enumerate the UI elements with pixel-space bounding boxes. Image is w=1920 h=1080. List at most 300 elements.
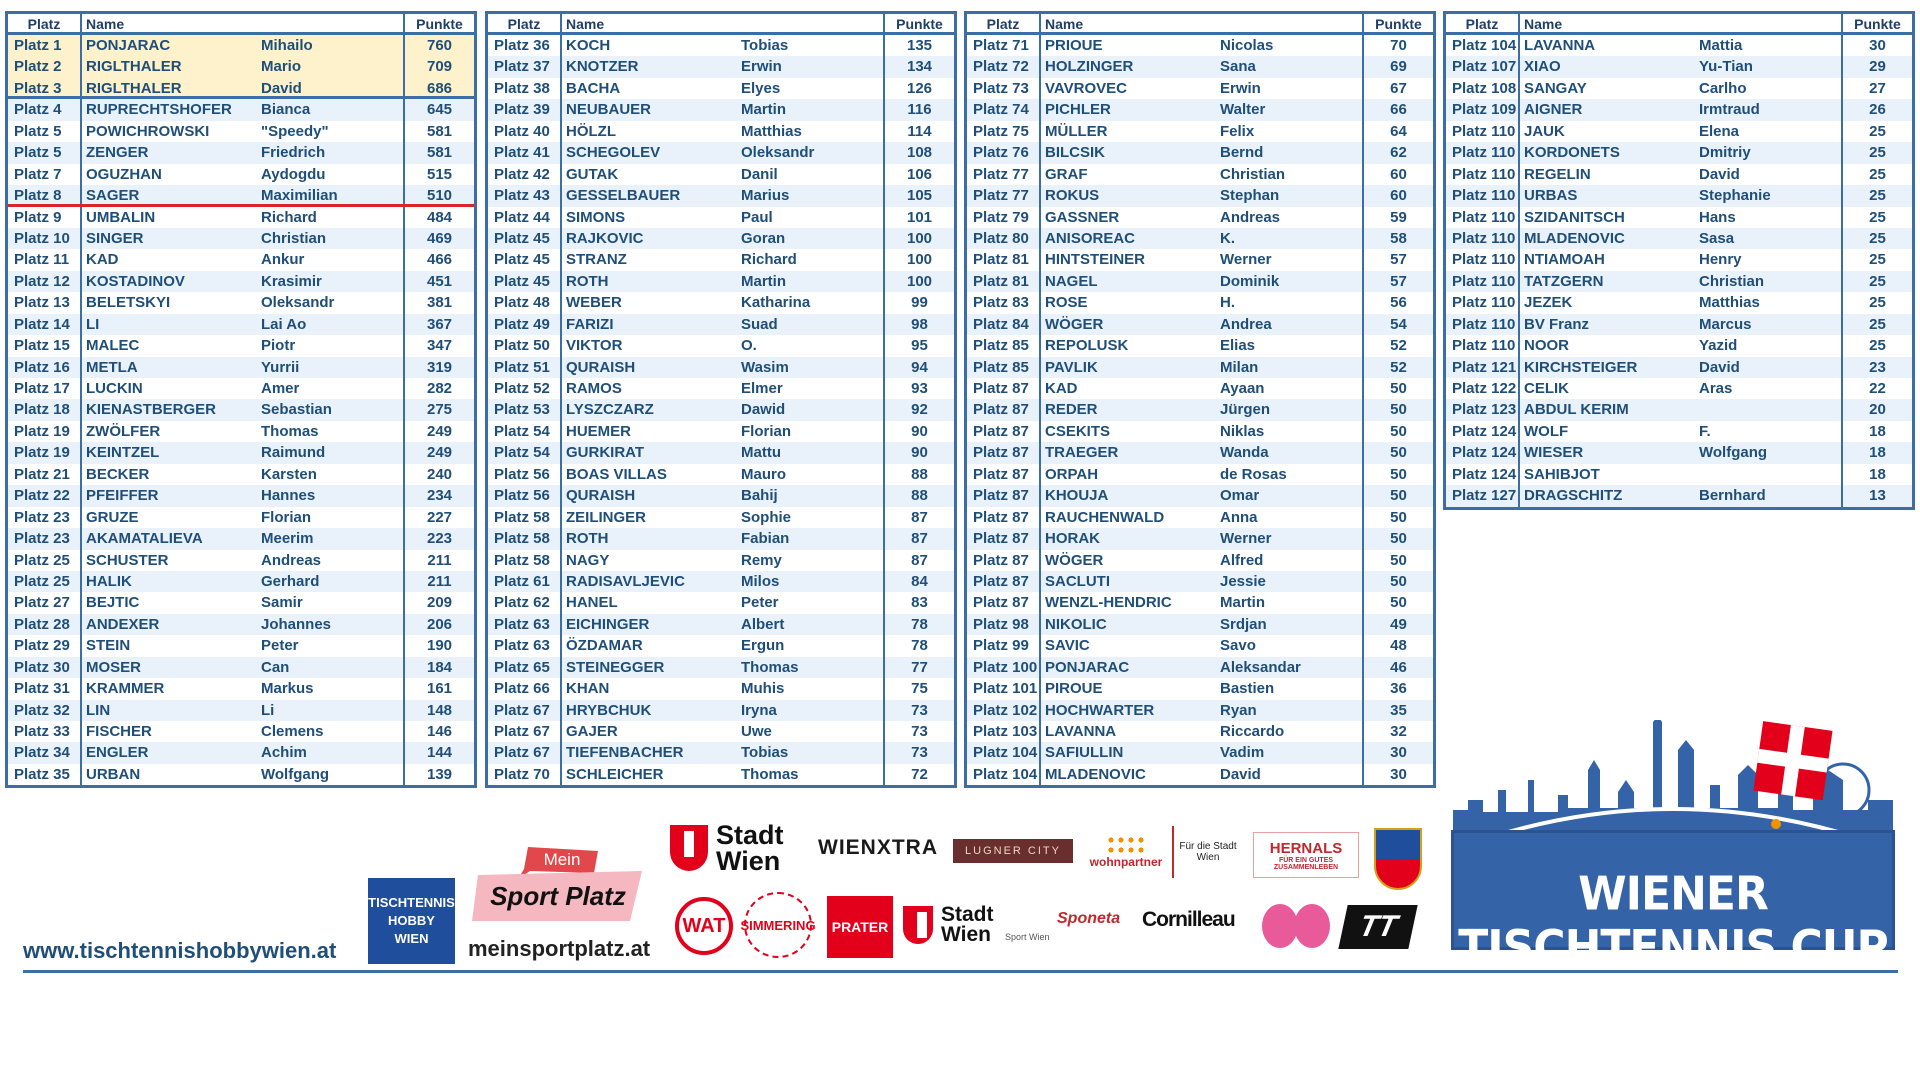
rank-cell: Platz 51 xyxy=(488,357,562,378)
lastname-cell: KHOUJA xyxy=(1045,487,1109,505)
rank-cell: Platz 36 xyxy=(488,35,562,56)
points-cell: 209 xyxy=(426,594,453,612)
points-cell: 83 xyxy=(911,594,928,612)
rank-cell: Platz 104 xyxy=(967,742,1041,763)
points-cell: 510 xyxy=(426,187,453,205)
firstname-cell: Elmer xyxy=(737,378,885,399)
lastname-cell: GRUZE xyxy=(86,508,139,526)
stadt-wien-text: Stadt xyxy=(716,820,784,850)
lastname-cell: GESSELBAUER xyxy=(566,187,681,205)
points-cell: 77 xyxy=(911,658,928,676)
table-row xyxy=(967,464,1433,485)
rank-cell: Platz 4 xyxy=(8,99,82,120)
rank-cell: Platz 123 xyxy=(1446,399,1520,420)
table-row xyxy=(8,56,474,77)
table-row xyxy=(8,35,474,56)
table-row xyxy=(488,142,954,163)
points-cell: 275 xyxy=(426,401,453,419)
lastname-cell: SCHUSTER xyxy=(86,551,169,569)
table-row xyxy=(488,249,954,270)
rank-cell: Platz 124 xyxy=(1446,464,1520,485)
table-row xyxy=(488,764,954,785)
firstname-cell: Werner xyxy=(1216,528,1364,549)
rank-cell: Platz 58 xyxy=(488,528,562,549)
header-platz: Platz xyxy=(1446,14,1520,32)
lastname-cell: KOCH xyxy=(566,37,611,54)
lastname-cell: ZEILINGER xyxy=(566,508,647,526)
table-row xyxy=(967,78,1433,99)
table-row xyxy=(1446,142,1912,163)
lastname-cell: FISCHER xyxy=(86,723,152,740)
table-row xyxy=(1446,442,1912,463)
points-cell: 50 xyxy=(1390,444,1407,462)
table-row xyxy=(967,335,1433,356)
lastname-cell: NAGEL xyxy=(1045,272,1098,290)
rank-cell: Platz 79 xyxy=(967,207,1041,228)
rank-cell: Platz 45 xyxy=(488,228,562,249)
table-row xyxy=(1446,292,1912,313)
rank-cell: Platz 104 xyxy=(967,764,1041,785)
header-name: Name xyxy=(1041,14,1364,32)
lastname-cell: KIENASTBERGER xyxy=(86,401,217,419)
points-cell: 88 xyxy=(911,487,928,505)
lastname-cell: QURAISH xyxy=(566,358,636,376)
rank-cell: Platz 63 xyxy=(488,614,562,635)
firstname-cell: Martin xyxy=(737,271,885,292)
lastname-cell: UMBALIN xyxy=(86,208,156,226)
table-row xyxy=(488,314,954,335)
firstname-cell: Dawid xyxy=(737,399,885,420)
points-cell: 227 xyxy=(426,508,453,526)
rank-cell: Platz 81 xyxy=(967,271,1041,292)
table-row xyxy=(488,56,954,77)
points-cell: 100 xyxy=(906,251,933,269)
rank-cell: Platz 103 xyxy=(967,721,1041,742)
rank-cell: Platz 109 xyxy=(1446,99,1520,120)
firstname-cell: Sana xyxy=(1216,56,1364,77)
rank-cell: Platz 25 xyxy=(8,550,82,571)
firstname-cell: David xyxy=(257,78,405,96)
lastname-cell: HALIK xyxy=(86,572,132,590)
tt-logo: TT xyxy=(1338,905,1417,949)
lastname-cell: NEUBAUER xyxy=(566,101,652,119)
rank-cell: Platz 70 xyxy=(488,764,562,785)
lastname-cell: EICHINGER xyxy=(566,615,650,633)
rank-cell: Platz 87 xyxy=(967,507,1041,528)
firstname-cell: Li xyxy=(257,700,405,721)
lastname-cell: BOAS VILLAS xyxy=(566,465,667,483)
table-row xyxy=(488,292,954,313)
rank-cell: Platz 25 xyxy=(8,571,82,592)
table-row xyxy=(967,742,1433,763)
table-row xyxy=(8,507,474,528)
rank-cell: Platz 34 xyxy=(8,742,82,763)
points-cell: 58 xyxy=(1390,229,1407,247)
lastname-cell: WOLF xyxy=(1524,422,1569,440)
points-cell: 50 xyxy=(1390,487,1407,505)
points-cell: 101 xyxy=(906,208,933,226)
firstname-cell: David xyxy=(1216,764,1364,785)
table-row xyxy=(8,657,474,678)
lastname-cell: BELETSKYI xyxy=(86,294,171,312)
table-row xyxy=(8,764,474,785)
points-cell: 23 xyxy=(1869,358,1886,376)
points-cell: 50 xyxy=(1390,508,1407,526)
points-cell: 686 xyxy=(426,79,453,97)
rank-cell: Platz 37 xyxy=(488,56,562,77)
rank-cell: Platz 49 xyxy=(488,314,562,335)
rank-cell: Platz 81 xyxy=(967,249,1041,270)
firstname-cell: Marius xyxy=(737,185,885,206)
lastname-cell: ROTH xyxy=(566,272,609,290)
points-cell: 92 xyxy=(911,401,928,419)
lastname-cell: SIMONS xyxy=(566,208,626,226)
district-crest-icon xyxy=(1374,828,1422,890)
lastname-cell: GAJER xyxy=(566,723,618,740)
table-row xyxy=(1446,78,1912,99)
firstname-cell: Fabian xyxy=(737,528,885,549)
table-row xyxy=(967,592,1433,613)
points-cell: 206 xyxy=(426,615,453,633)
rank-cell: Platz 48 xyxy=(488,292,562,313)
points-cell: 25 xyxy=(1869,315,1886,333)
points-cell: 30 xyxy=(1390,765,1407,783)
lastname-cell: KOSTADINOV xyxy=(86,272,185,290)
rank-cell: Platz 14 xyxy=(8,314,82,335)
firstname-cell: Goran xyxy=(737,228,885,249)
firstname-cell: Carlho xyxy=(1695,78,1843,99)
lastname-cell: RAJKOVIC xyxy=(566,229,644,247)
firstname-cell: Elyes xyxy=(737,78,885,99)
wienxtra-logo: WIENXTRA xyxy=(818,836,938,859)
rank-cell: Platz 56 xyxy=(488,464,562,485)
sponeta-logo: Sponeta xyxy=(1057,910,1121,927)
firstname-cell: Raimund xyxy=(257,442,405,463)
rank-cell: Platz 62 xyxy=(488,592,562,613)
firstname-cell: Peter xyxy=(737,592,885,613)
table-row xyxy=(1446,399,1912,420)
rank-cell: Platz 5 xyxy=(8,142,82,163)
table-row xyxy=(967,657,1433,678)
logo-text-line: WIEN xyxy=(394,931,429,946)
table-row xyxy=(967,249,1433,270)
table-row xyxy=(8,528,474,549)
lastname-cell: PIROUE xyxy=(1045,680,1103,698)
table-row xyxy=(967,678,1433,699)
lastname-cell: SAHIBJOT xyxy=(1524,465,1600,483)
lastname-cell: KORDONETS xyxy=(1524,144,1620,162)
lastname-cell: CSEKITS xyxy=(1045,422,1111,440)
table-row xyxy=(967,228,1433,249)
lastname-cell: SCHLEICHER xyxy=(566,765,664,783)
points-cell: 249 xyxy=(426,422,453,440)
table-row xyxy=(488,571,954,592)
firstname-cell: Remy xyxy=(737,550,885,571)
rank-cell: Platz 80 xyxy=(967,228,1041,249)
rank-cell: Platz 31 xyxy=(8,678,82,699)
table-row xyxy=(1446,164,1912,185)
points-cell: 87 xyxy=(911,508,928,526)
points-cell: 98 xyxy=(911,315,928,333)
rank-cell: Platz 63 xyxy=(488,635,562,656)
points-cell: 25 xyxy=(1869,272,1886,290)
points-cell: 381 xyxy=(426,294,453,312)
lastname-cell: PFEIFFER xyxy=(86,487,159,505)
table-row xyxy=(1446,357,1912,378)
firstname-cell: Clemens xyxy=(257,721,405,742)
firstname-cell: Meerim xyxy=(257,528,405,549)
points-cell: 25 xyxy=(1869,122,1886,140)
table-row xyxy=(1446,249,1912,270)
firstname-cell: Christian xyxy=(1695,271,1843,292)
points-cell: 18 xyxy=(1869,444,1886,462)
points-cell: 451 xyxy=(426,272,453,290)
rank-cell: Platz 85 xyxy=(967,335,1041,356)
firstname-cell: Tobias xyxy=(737,35,885,56)
firstname-cell: Srdjan xyxy=(1216,614,1364,635)
firstname-cell: Ergun xyxy=(737,635,885,656)
table-row xyxy=(8,292,474,313)
firstname-cell: Stephan xyxy=(1216,185,1364,206)
lastname-cell: QURAISH xyxy=(566,487,636,505)
lastname-cell: PRIOUE xyxy=(1045,37,1103,54)
table-row xyxy=(8,399,474,420)
points-cell: 50 xyxy=(1390,594,1407,612)
lastname-cell: AIGNER xyxy=(1524,101,1583,119)
table-row xyxy=(488,657,954,678)
lastname-cell: REDER xyxy=(1045,401,1098,419)
table-row xyxy=(8,164,474,185)
lastname-cell: STEINEGGER xyxy=(566,658,665,676)
lastname-cell: GUTAK xyxy=(566,165,619,183)
points-cell: 78 xyxy=(911,615,928,633)
fuer-die-stadt-wien-logo: Für die Stadt Wien xyxy=(1172,826,1242,878)
table-row xyxy=(488,207,954,228)
firstname-cell: Can xyxy=(257,657,405,678)
rank-cell: Platz 84 xyxy=(967,314,1041,335)
hernals-subtext: FÜR EIN GUTES ZUSAMMENLEBEN xyxy=(1273,856,1339,871)
simmering-logo: SIMMERING xyxy=(744,892,812,958)
firstname-cell: de Rosas xyxy=(1216,464,1364,485)
rank-cell: Platz 127 xyxy=(1446,485,1520,506)
firstname-cell: Mattu xyxy=(737,442,885,463)
points-cell: 25 xyxy=(1869,229,1886,247)
rank-cell: Platz 75 xyxy=(967,121,1041,142)
firstname-cell: Suad xyxy=(737,314,885,335)
firstname-cell: Bianca xyxy=(257,99,405,120)
rank-cell: Platz 67 xyxy=(488,742,562,763)
points-cell: 760 xyxy=(426,37,453,54)
website-url[interactable]: www.tischtennishobbywien.at xyxy=(23,938,337,963)
rank-cell: Platz 32 xyxy=(8,700,82,721)
lastname-cell: HRYBCHUK xyxy=(566,701,652,719)
table-row xyxy=(488,592,954,613)
lastname-cell: LYSZCZARZ xyxy=(566,401,654,419)
firstname-cell: Gerhard xyxy=(257,571,405,592)
rank-cell: Platz 2 xyxy=(8,56,82,77)
table-row xyxy=(488,507,954,528)
rank-cell: Platz 110 xyxy=(1446,185,1520,206)
points-cell: 32 xyxy=(1390,723,1407,740)
rank-cell: Platz 12 xyxy=(8,271,82,292)
rank-cell: Platz 83 xyxy=(967,292,1041,313)
firstname-cell: Bernd xyxy=(1216,142,1364,163)
rank-cell: Platz 110 xyxy=(1446,121,1520,142)
points-cell: 64 xyxy=(1390,122,1407,140)
lastname-cell: ABDUL KERIM xyxy=(1524,401,1629,419)
firstname-cell: Mario xyxy=(257,56,405,77)
rank-cell: Platz 74 xyxy=(967,99,1041,120)
firstname-cell: Ryan xyxy=(1216,700,1364,721)
points-cell: 73 xyxy=(911,744,928,762)
firstname-cell: Aleksandar xyxy=(1216,657,1364,678)
table-row xyxy=(967,357,1433,378)
rank-cell: Platz 45 xyxy=(488,271,562,292)
points-cell: 22 xyxy=(1869,380,1886,397)
firstname-cell: Karsten xyxy=(257,464,405,485)
lastname-cell: GASSNER xyxy=(1045,208,1120,226)
firstname-cell: K. xyxy=(1216,228,1364,249)
table-row xyxy=(8,442,474,463)
table-row xyxy=(967,507,1433,528)
firstname-cell: Christian xyxy=(257,228,405,249)
stadt-wien-text: Stadt xyxy=(941,903,994,926)
firstname-cell: Andreas xyxy=(257,550,405,571)
butterfly-icon xyxy=(1260,902,1332,950)
rank-cell: Platz 121 xyxy=(1446,357,1520,378)
lastname-cell: LAVANNA xyxy=(1045,723,1117,740)
points-cell: 108 xyxy=(906,144,933,162)
lastname-cell: BACHA xyxy=(566,79,621,97)
lastname-cell: NOOR xyxy=(1524,337,1569,355)
points-cell: 249 xyxy=(426,444,453,462)
lastname-cell: ENGLER xyxy=(86,744,149,762)
table-row xyxy=(488,485,954,506)
table-row xyxy=(8,592,474,613)
points-cell: 54 xyxy=(1390,315,1407,333)
rank-cell: Platz 13 xyxy=(8,292,82,313)
rank-cell: Platz 73 xyxy=(967,78,1041,99)
table-row xyxy=(8,142,474,163)
table-row xyxy=(8,614,474,635)
table-row xyxy=(1446,271,1912,292)
points-cell: 52 xyxy=(1390,358,1407,376)
rank-cell: Platz 85 xyxy=(967,357,1041,378)
lastname-cell: FARIZI xyxy=(566,315,614,333)
header-platz: Platz xyxy=(967,14,1041,32)
points-cell: 48 xyxy=(1390,637,1407,655)
lastname-cell: WÖGER xyxy=(1045,551,1104,569)
points-cell: 645 xyxy=(426,101,453,119)
wat-logo: WAT xyxy=(675,897,733,955)
table-row xyxy=(967,614,1433,635)
meinsportplatz-url[interactable]: meinsportplatz.at xyxy=(468,936,651,961)
firstname-cell: Thomas xyxy=(737,657,885,678)
table-row xyxy=(8,421,474,442)
table-row xyxy=(8,464,474,485)
lastname-cell: LAVANNA xyxy=(1524,37,1596,54)
points-cell: 148 xyxy=(426,701,453,719)
points-cell: 466 xyxy=(426,251,453,269)
table-row xyxy=(1446,185,1912,206)
hernals-text: HERNALS xyxy=(1269,839,1343,857)
points-cell: 18 xyxy=(1869,465,1886,483)
lastname-cell: KRAMMER xyxy=(86,680,165,698)
rank-cell: Platz 41 xyxy=(488,142,562,163)
rank-cell: Platz 87 xyxy=(967,421,1041,442)
points-cell: 50 xyxy=(1390,551,1407,569)
lastname-cell: SAGER xyxy=(86,187,140,204)
firstname-cell: Iryna xyxy=(737,700,885,721)
rank-cell: Platz 58 xyxy=(488,507,562,528)
firstname-cell: Martin xyxy=(1216,592,1364,613)
points-cell: 25 xyxy=(1869,187,1886,205)
lastname-cell: SAVIC xyxy=(1045,637,1090,655)
points-cell: 25 xyxy=(1869,165,1886,183)
points-cell: 50 xyxy=(1390,572,1407,590)
rank-cell: Platz 87 xyxy=(967,442,1041,463)
table-row xyxy=(1446,121,1912,142)
header-punkte: Punkte xyxy=(416,16,463,32)
points-cell: 57 xyxy=(1390,272,1407,290)
firstname-cell: Mihailo xyxy=(257,35,405,56)
rank-cell: Platz 56 xyxy=(488,485,562,506)
firstname-cell: Marcus xyxy=(1695,314,1843,335)
rank-cell: Platz 100 xyxy=(967,657,1041,678)
firstname-cell: Niklas xyxy=(1216,421,1364,442)
firstname-cell: Katharina xyxy=(737,292,885,313)
table-row xyxy=(488,78,954,99)
firstname-cell: Stephanie xyxy=(1695,185,1843,206)
firstname-cell: Peter xyxy=(257,635,405,656)
rank-cell: Platz 18 xyxy=(8,399,82,420)
points-cell: 116 xyxy=(907,101,932,119)
rank-cell: Platz 40 xyxy=(488,121,562,142)
lastname-cell: ROTH xyxy=(566,530,609,548)
lastname-cell: URBAN xyxy=(86,765,141,783)
wohnpartner-text: wohnpartner xyxy=(1089,855,1163,869)
lastname-cell: LIN xyxy=(86,701,111,719)
points-cell: 60 xyxy=(1390,165,1407,183)
rank-cell: Platz 110 xyxy=(1446,271,1520,292)
rank-cell: Platz 1 xyxy=(8,35,82,56)
lastname-cell: WEBER xyxy=(566,294,622,312)
table-row xyxy=(488,464,954,485)
firstname-cell: Elias xyxy=(1216,335,1364,356)
firstname-cell: Wolfgang xyxy=(257,764,405,785)
lastname-cell: ROKUS xyxy=(1045,187,1100,205)
rank-cell: Platz 22 xyxy=(8,485,82,506)
rank-cell: Platz 66 xyxy=(488,678,562,699)
lastname-cell: STRANZ xyxy=(566,251,627,269)
table-row xyxy=(8,550,474,571)
rank-cell: Platz 54 xyxy=(488,442,562,463)
points-cell: 211 xyxy=(427,551,452,569)
cup-title: WIENER TISCHTENNIS CUP xyxy=(1458,867,1888,975)
lastname-cell: ÖZDAMAR xyxy=(566,637,643,655)
lastname-cell: OGUZHAN xyxy=(86,165,162,183)
points-cell: 161 xyxy=(426,680,453,698)
firstname-cell: Werner xyxy=(1216,249,1364,270)
rank-cell: Platz 23 xyxy=(8,528,82,549)
firstname-cell: Dominik xyxy=(1216,271,1364,292)
msp-small-text: Mein xyxy=(543,850,581,869)
firstname-cell: Piotr xyxy=(257,335,405,356)
points-cell: 56 xyxy=(1390,294,1407,312)
rank-cell: Platz 107 xyxy=(1446,56,1520,77)
firstname-cell: Aydogdu xyxy=(257,164,405,185)
table-row xyxy=(967,700,1433,721)
